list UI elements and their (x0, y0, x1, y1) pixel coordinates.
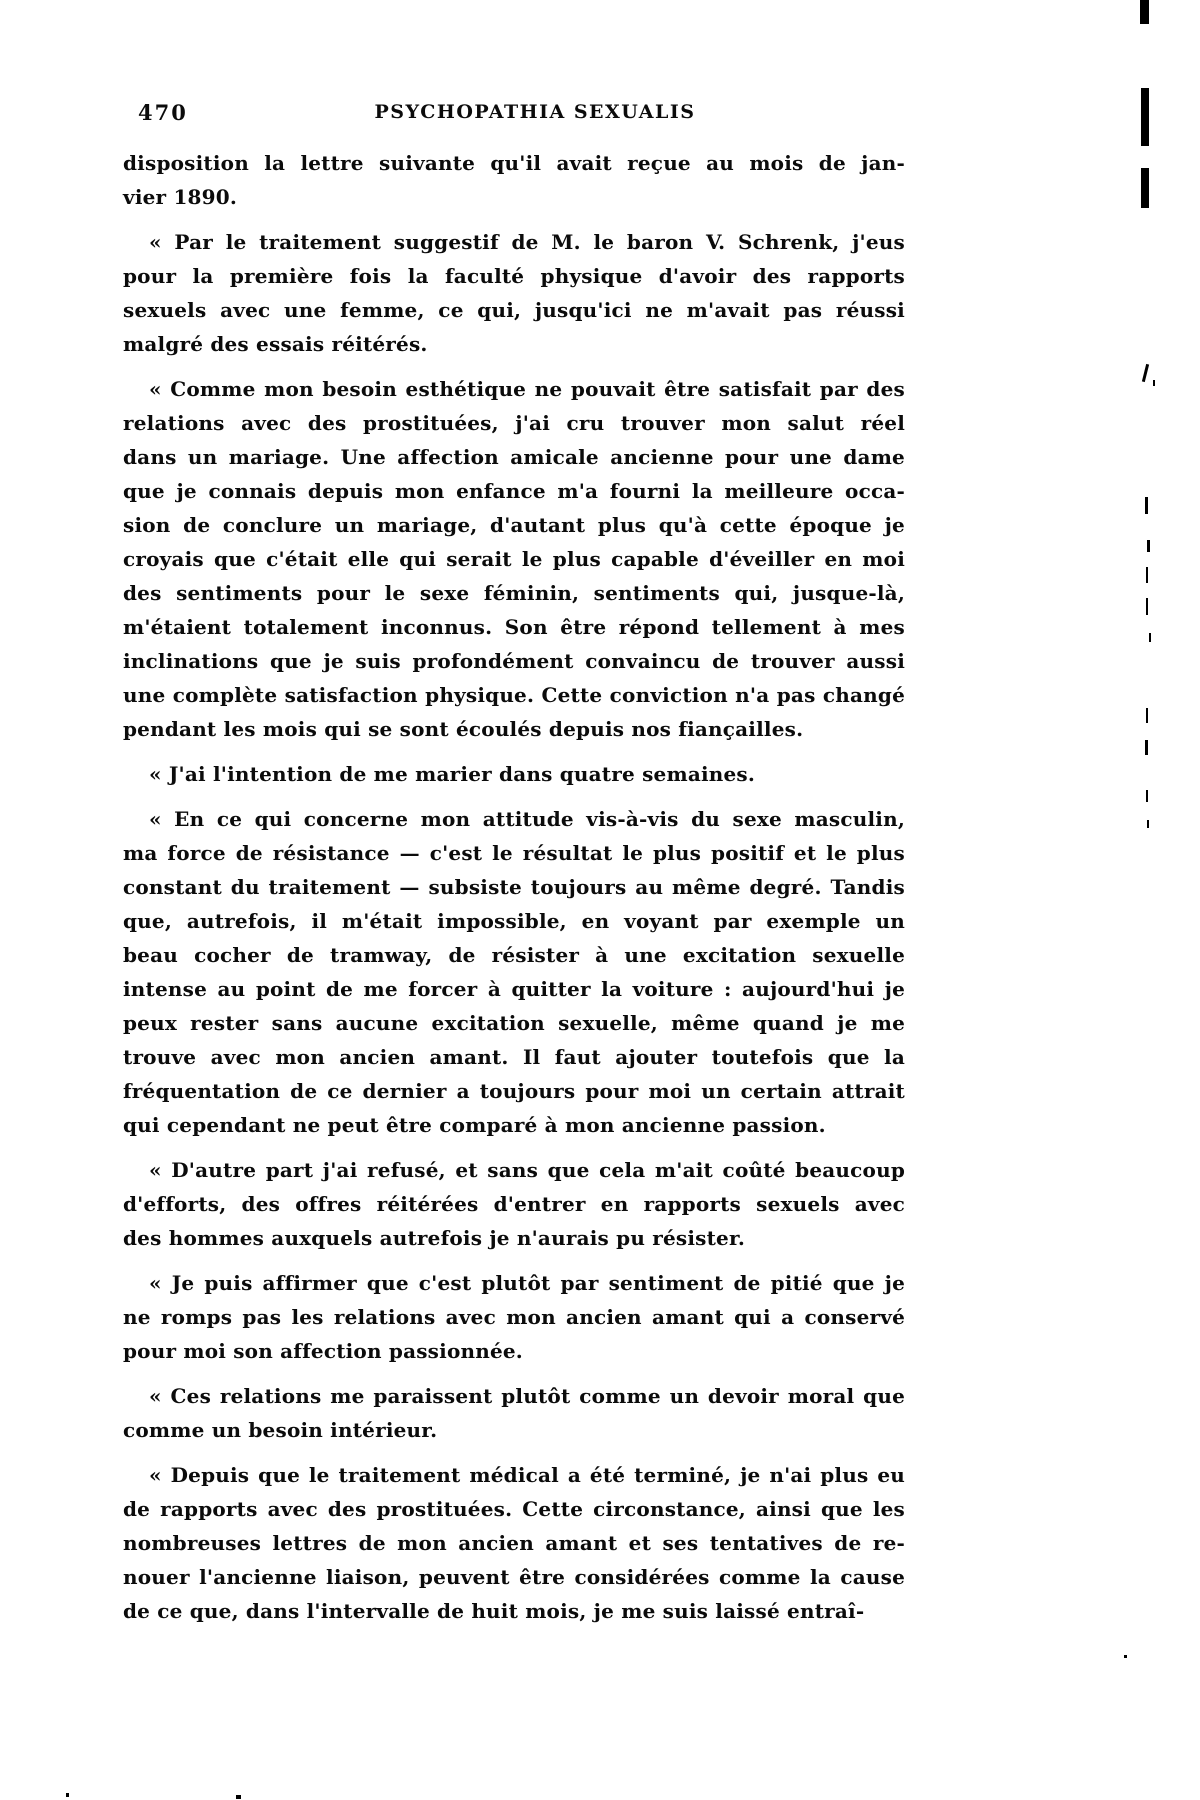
text-line: des sentiments pour le sexe féminin, sentiments qui, jusque-là, (123, 581, 905, 605)
text-line: pour la première fois la faculté physique d'avoir des rapports (123, 264, 905, 288)
edge-ink-mark (1142, 364, 1149, 382)
text-line: d'efforts, des offres réitérées d'entrer en rapports sexuels avec (123, 1192, 905, 1216)
text-line: « Ces relations me paraissent plutôt comme un devoir moral que (149, 1384, 905, 1408)
paragraph (123, 757, 905, 791)
edge-ink-mark (1145, 740, 1148, 755)
paragraph (123, 1266, 905, 1368)
text-line: « Je puis affirmer que c'est plutôt par sentiment de pitié que je (149, 1271, 905, 1295)
text-line: « J'ai l'intention de me marier dans quatre semaines. (149, 762, 756, 786)
text-line: intense au point de me forcer à quitter la voiture : aujourd'hui je (123, 977, 905, 1001)
page-header (0, 98, 1200, 138)
edge-ink-bar (1140, 0, 1149, 24)
edge-ink-mark (1147, 540, 1150, 552)
text-line: ne romps pas les relations avec mon ancien amant qui a conservé (123, 1305, 905, 1329)
text-line: inclinations que je suis profondément convaincu de trouver aussi (123, 649, 905, 673)
text-line: malgré des essais réitérés. (123, 332, 428, 356)
edge-ink-mark (1146, 708, 1148, 723)
edge-ink-mark (1146, 790, 1148, 802)
text-line: trouve avec mon ancien amant. Il faut ajouter toutefois que la (123, 1045, 905, 1069)
text-line: constant du traitement — subsiste toujours au même degré. Tandis (123, 875, 905, 899)
paragraph (123, 1153, 905, 1255)
edge-ink-mark (1153, 380, 1155, 386)
text-line: « En ce qui concerne mon attitude vis-à-vis du sexe masculin, (149, 807, 905, 831)
edge-ink-mark (1146, 567, 1148, 583)
text-line: beau cocher de tramway, de résister à une excitation sexuelle (123, 943, 905, 967)
text-line: vier 1890. (123, 185, 238, 209)
paragraph (123, 1379, 905, 1447)
edge-ink-mark (1147, 820, 1149, 828)
text-line: de ce que, dans l'intervalle de huit mois, je me suis laissé entraî- (123, 1599, 865, 1623)
text-line: nombreuses lettres de mon ancien amant et ses tentatives de re- (123, 1531, 905, 1555)
text-line: des hommes auxquels autrefois je n'aurais pu résister. (123, 1226, 746, 1250)
edge-ink-bar (1141, 88, 1149, 146)
text-line: dans un mariage. Une affection amicale ancienne pour une dame (123, 445, 905, 469)
running-title: PSYCHOPATHIA SEXUALIS (374, 101, 696, 123)
text-line: croyais que c'était elle qui serait le plus capable d'éveiller en moi (123, 547, 905, 571)
text-line: comme un besoin intérieur. (123, 1418, 438, 1442)
text-line: peux rester sans aucune excitation sexuelle, même quand je me (123, 1011, 905, 1035)
edge-ink-mark (1146, 598, 1148, 615)
text-line: « Par le traitement suggestif de M. le baron V. Schrenk, j'eus (149, 230, 905, 254)
page-number: 470 (138, 100, 188, 125)
text-line: relations avec des prostituées, j'ai cru trouver mon salut réel (123, 411, 905, 435)
text-line: de rapports avec des prostituées. Cette circonstance, ainsi que les (123, 1497, 905, 1521)
text-line: que, autrefois, il m'était impossible, en voyant par exemple un (123, 909, 905, 933)
paragraph (123, 225, 905, 361)
text-line: une complète satisfaction physique. Cette conviction n'a pas changé (123, 683, 905, 707)
ink-speck (66, 1793, 69, 1797)
text-line: que je connais depuis mon enfance m'a fourni la meilleure occa- (123, 479, 905, 503)
paragraph (123, 372, 905, 746)
edge-ink-mark (1145, 497, 1148, 514)
text-line: disposition la lettre suivante qu'il avait reçue au mois de jan- (123, 151, 905, 175)
text-line: fréquentation de ce dernier a toujours pour moi un certain attrait (123, 1079, 905, 1103)
text-line: « Comme mon besoin esthétique ne pouvait être satisfait par des (149, 377, 905, 401)
text-line: m'étaient totalement inconnus. Son être répond tellement à mes (123, 615, 905, 639)
paragraph (123, 146, 905, 214)
edge-ink-bar (1141, 168, 1149, 208)
text-line: pour moi son affection passionnée. (123, 1339, 523, 1363)
paragraph (123, 1458, 905, 1628)
text-line: « Depuis que le traitement médical a été terminé, je n'ai plus eu (149, 1463, 905, 1487)
ink-speck (1124, 1655, 1127, 1658)
text-line: nouer l'ancienne liaison, peuvent être considérées comme la cause (123, 1565, 905, 1589)
text-line: sexuels avec une femme, ce qui, jusqu'ici ne m'avait pas réussi (123, 298, 905, 322)
text-line: qui cependant ne peut être comparé à mon ancienne passion. (123, 1113, 826, 1137)
text-line: sion de conclure un mariage, d'autant plus qu'à cette époque je (123, 513, 905, 537)
paragraph (123, 802, 905, 1142)
page-text (123, 146, 905, 1628)
ink-speck (236, 1795, 241, 1799)
edge-ink-mark (1149, 633, 1151, 642)
text-line: pendant les mois qui se sont écoulés depuis nos fiançailles. (123, 717, 804, 741)
text-line: « D'autre part j'ai refusé, et sans que cela m'ait coûté beaucoup (149, 1158, 905, 1182)
text-line: ma force de résistance — c'est le résultat le plus positif et le plus (123, 841, 905, 865)
